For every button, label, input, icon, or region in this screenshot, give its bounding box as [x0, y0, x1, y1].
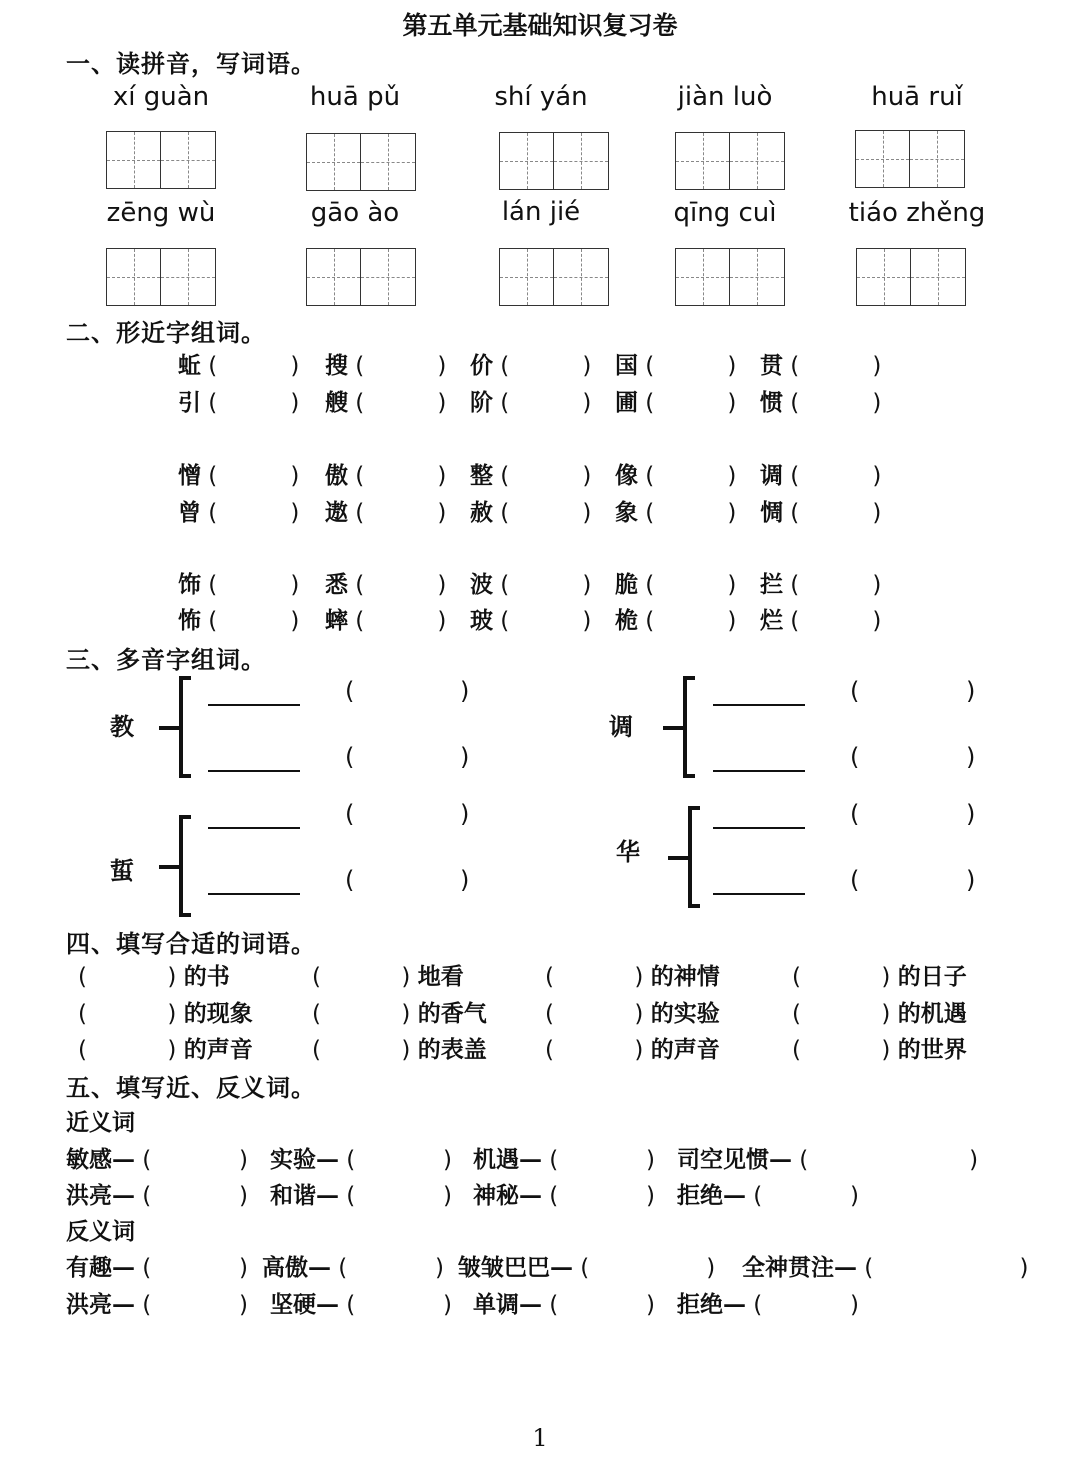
similar-char-item [178, 494, 299, 527]
fill-word-suffix: 的现象 [183, 1000, 253, 1027]
fill-word-suffix: 的日子 [897, 963, 967, 990]
antonym-item [66, 1286, 248, 1319]
word-prompt: 司空见惯— [677, 1146, 792, 1173]
writing-grid[interactable] [106, 131, 216, 189]
answer-parens[interactable]: ( ) [783, 608, 882, 634]
similar-char-item [325, 347, 446, 380]
similar-char-item [615, 457, 736, 490]
similar-char-item [178, 457, 299, 490]
answer-parens[interactable]: ( ) [493, 463, 592, 489]
open-paren: ( [850, 866, 860, 894]
synonym-item [473, 1141, 655, 1174]
synonym-item [677, 1177, 859, 1210]
answer-parens[interactable]: ( ) [792, 964, 898, 990]
answer-parens[interactable]: ( ) [339, 1292, 452, 1318]
close-paren: ) [966, 743, 976, 771]
answer-parens[interactable]: ( ) [312, 1037, 418, 1063]
fill-word-item [792, 995, 967, 1028]
answer-parens[interactable]: ( ) [638, 608, 737, 634]
answer-parens[interactable]: ( ) [493, 353, 592, 379]
fill-word-suffix: 的神情 [650, 963, 720, 990]
answer-parens[interactable]: ( ) [573, 1255, 716, 1281]
fill-word-suffix: 的书 [183, 963, 230, 990]
polyphone-char: 华 [616, 837, 640, 866]
similar-char-item [615, 602, 736, 635]
writing-grid[interactable] [855, 130, 965, 188]
section-5-heading: 五、填写近、反义词。 [66, 1073, 316, 1102]
antonym-item [458, 1249, 715, 1282]
brace-icon [155, 815, 195, 921]
answer-parens[interactable]: ( ) [493, 572, 592, 598]
answer-parens[interactable]: ( ) [783, 463, 882, 489]
answer-parens[interactable]: ( ) [783, 390, 882, 416]
writing-grid[interactable] [675, 132, 785, 190]
synonym-item [473, 1177, 655, 1210]
similar-char-item [760, 384, 881, 417]
section-4-heading: 四、填写合适的词语。 [66, 929, 316, 958]
answer-parens[interactable]: ( ) [542, 1183, 655, 1209]
word-prompt: 有趣— [66, 1254, 135, 1281]
similar-char: 烂 [760, 607, 783, 634]
answer-parens[interactable]: ( ) [312, 1001, 418, 1027]
close-paren: ) [966, 677, 976, 705]
answer-parens[interactable]: ( ) [339, 1147, 452, 1173]
similar-char-item [760, 347, 881, 380]
similar-char: 国 [615, 352, 638, 379]
writing-grid[interactable] [499, 248, 609, 306]
answer-parens[interactable]: ( ) [135, 1292, 248, 1318]
similar-char-item [470, 347, 591, 380]
close-paren: ) [460, 800, 470, 828]
antonym-item [66, 1249, 248, 1282]
similar-char: 怖 [178, 607, 201, 634]
word-prompt: 拒绝— [677, 1182, 746, 1209]
writing-grid[interactable] [106, 248, 216, 306]
antonym-item [473, 1286, 655, 1319]
writing-grid[interactable] [306, 248, 416, 306]
answer-parens[interactable]: ( ) [792, 1147, 979, 1173]
answer-parens[interactable]: ( ) [312, 964, 418, 990]
polyphone-char: 蜇 [110, 856, 134, 885]
similar-char-item [760, 457, 881, 490]
answer-parens[interactable]: ( ) [783, 572, 882, 598]
answer-parens[interactable]: ( ) [792, 1001, 898, 1027]
fill-word-suffix: 的世界 [897, 1036, 967, 1063]
fill-word-suffix: 地看 [417, 963, 464, 990]
answer-parens[interactable]: ( ) [78, 1001, 184, 1027]
similar-char: 蟀 [325, 607, 348, 634]
similar-char-item [470, 384, 591, 417]
similar-char: 桅 [615, 607, 638, 634]
answer-parens[interactable]: ( ) [542, 1147, 655, 1173]
word-prompt: 机遇— [473, 1146, 542, 1173]
similar-char: 脆 [615, 571, 638, 598]
answer-line[interactable] [713, 893, 805, 895]
similar-char: 拦 [760, 571, 783, 598]
similar-char: 搜 [325, 352, 348, 379]
answer-parens[interactable]: ( ) [638, 500, 737, 526]
answer-parens[interactable]: ( ) [545, 1037, 651, 1063]
synonym-item [66, 1141, 248, 1174]
similar-char-item [178, 602, 299, 635]
pinyin: shí yán [494, 82, 588, 112]
fill-word-item [78, 995, 253, 1028]
fill-word-suffix: 的机遇 [897, 1000, 967, 1027]
fill-word-item [545, 1031, 720, 1064]
answer-parens[interactable]: ( ) [201, 463, 300, 489]
word-prompt: 单调— [473, 1291, 542, 1318]
answer-parens[interactable]: ( ) [792, 1037, 898, 1063]
similar-char-item [470, 566, 591, 599]
answer-parens[interactable]: ( ) [857, 1255, 1029, 1281]
writing-grid[interactable] [675, 248, 785, 306]
similar-char: 悉 [325, 571, 348, 598]
similar-char-item [470, 602, 591, 635]
similar-char-item [760, 494, 881, 527]
answer-parens[interactable]: ( ) [339, 1183, 452, 1209]
similar-char: 整 [470, 462, 493, 489]
antonym-item [677, 1286, 859, 1319]
answer-parens[interactable]: ( ) [638, 572, 737, 598]
answer-parens[interactable]: ( ) [545, 964, 651, 990]
answer-line[interactable] [713, 827, 805, 829]
answer-parens[interactable]: ( ) [348, 572, 447, 598]
open-paren: ( [850, 800, 860, 828]
brace-icon [664, 806, 704, 912]
answer-parens[interactable]: ( ) [201, 608, 300, 634]
similar-char-item [615, 347, 736, 380]
word-prompt: 全神贯注— [742, 1254, 857, 1281]
answer-parens[interactable]: ( ) [348, 353, 447, 379]
brace-icon [155, 676, 195, 782]
close-paren: ) [966, 800, 976, 828]
similar-char: 价 [470, 352, 493, 379]
answer-parens[interactable]: ( ) [348, 608, 447, 634]
similar-char: 惆 [760, 499, 783, 526]
antonym-label: 反义词 [66, 1218, 135, 1245]
similar-char-item [470, 494, 591, 527]
similar-char-item [760, 602, 881, 635]
answer-parens[interactable]: ( ) [201, 353, 300, 379]
open-paren: ( [345, 866, 355, 894]
open-paren: ( [850, 677, 860, 705]
fill-word-suffix: 的声音 [650, 1036, 720, 1063]
fill-word-suffix: 的表盖 [417, 1036, 487, 1063]
answer-parens[interactable]: ( ) [746, 1292, 859, 1318]
similar-char-item [178, 384, 299, 417]
similar-char: 蚯 [178, 352, 201, 379]
fill-word-item [312, 1031, 487, 1064]
similar-char: 贯 [760, 352, 783, 379]
similar-char-item [325, 602, 446, 635]
similar-char: 阶 [470, 389, 493, 416]
answer-line[interactable] [208, 770, 300, 772]
answer-parens[interactable]: ( ) [493, 500, 592, 526]
fill-word-item [312, 958, 464, 991]
similar-char: 艘 [325, 389, 348, 416]
brace-icon [659, 676, 699, 782]
word-prompt: 洪亮— [66, 1182, 135, 1209]
similar-char-item [615, 566, 736, 599]
fill-word-item [312, 995, 487, 1028]
synonym-label: 近义词 [66, 1109, 135, 1136]
fill-word-item [545, 995, 720, 1028]
antonym-item [262, 1249, 444, 1282]
answer-parens[interactable]: ( ) [783, 500, 882, 526]
open-paren: ( [345, 743, 355, 771]
writing-grid[interactable] [499, 132, 609, 190]
answer-parens[interactable]: ( ) [638, 390, 737, 416]
similar-char: 遨 [325, 499, 348, 526]
fill-word-suffix: 的香气 [417, 1000, 487, 1027]
answer-parens[interactable]: ( ) [331, 1255, 444, 1281]
word-prompt: 和谐— [270, 1182, 339, 1209]
similar-char-item [760, 566, 881, 599]
writing-grid[interactable] [856, 248, 966, 306]
fill-word-suffix: 的声音 [183, 1036, 253, 1063]
fill-word-item [545, 958, 720, 991]
answer-parens[interactable]: ( ) [201, 390, 300, 416]
pinyin: huā pǔ [309, 82, 401, 112]
similar-char-item [615, 494, 736, 527]
answer-line[interactable] [208, 827, 300, 829]
similar-char-item [325, 384, 446, 417]
open-paren: ( [345, 677, 355, 705]
answer-parens[interactable]: ( ) [545, 1001, 651, 1027]
word-prompt: 拒绝— [677, 1291, 746, 1318]
answer-parens[interactable]: ( ) [135, 1183, 248, 1209]
pinyin: huā ruǐ [871, 82, 963, 112]
similar-char-item [615, 384, 736, 417]
similar-char-item [325, 494, 446, 527]
similar-char: 引 [178, 389, 201, 416]
similar-char: 象 [615, 499, 638, 526]
fill-word-item [78, 1031, 253, 1064]
similar-char: 玻 [470, 607, 493, 634]
pinyin: tiáo zhěng [848, 198, 986, 228]
page-title: 第五单元基础知识复习卷 [402, 11, 678, 40]
section-2-heading: 二、形近字组词。 [66, 318, 266, 347]
fill-word-suffix: 的实验 [650, 1000, 720, 1027]
synonym-item [270, 1141, 452, 1174]
page-number: 1 [532, 1424, 548, 1452]
answer-parens[interactable]: ( ) [78, 964, 184, 990]
fill-word-item [78, 958, 230, 991]
similar-char: 圃 [615, 389, 638, 416]
polyphone-char: 调 [609, 712, 633, 741]
word-prompt: 洪亮— [66, 1291, 135, 1318]
synonym-item [677, 1141, 978, 1174]
open-paren: ( [345, 800, 355, 828]
similar-char: 赦 [470, 499, 493, 526]
close-paren: ) [460, 866, 470, 894]
similar-char-item [470, 457, 591, 490]
answer-parens[interactable]: ( ) [493, 390, 592, 416]
writing-grid[interactable] [306, 133, 416, 191]
similar-char: 波 [470, 571, 493, 598]
similar-char: 饰 [178, 571, 201, 598]
synonym-item [270, 1177, 452, 1210]
word-prompt: 敏感— [66, 1146, 135, 1173]
similar-char: 惯 [760, 389, 783, 416]
answer-parens[interactable]: ( ) [201, 500, 300, 526]
answer-parens[interactable]: ( ) [135, 1147, 248, 1173]
answer-parens[interactable]: ( ) [135, 1255, 248, 1281]
similar-char-item [178, 566, 299, 599]
answer-parens[interactable]: ( ) [201, 572, 300, 598]
word-prompt: 皱皱巴巴— [458, 1254, 573, 1281]
answer-parens[interactable]: ( ) [542, 1292, 655, 1318]
pinyin: xí guàn [112, 82, 210, 112]
answer-parens[interactable]: ( ) [78, 1037, 184, 1063]
section-3-heading: 三、多音字组词。 [66, 645, 266, 674]
word-prompt: 实验— [270, 1146, 339, 1173]
similar-char: 像 [615, 462, 638, 489]
close-paren: ) [460, 743, 470, 771]
polyphone-char: 教 [110, 712, 134, 741]
pinyin: qīng cuì [673, 198, 777, 228]
similar-char-item [325, 566, 446, 599]
answer-parens[interactable]: ( ) [493, 608, 592, 634]
answer-parens[interactable]: ( ) [348, 390, 447, 416]
answer-parens[interactable]: ( ) [638, 463, 737, 489]
similar-char: 曾 [178, 499, 201, 526]
answer-parens[interactable]: ( ) [348, 500, 447, 526]
antonym-item [270, 1286, 452, 1319]
answer-parens[interactable]: ( ) [638, 353, 737, 379]
similar-char-item [178, 347, 299, 380]
pinyin: lán jié [501, 197, 581, 227]
answer-parens[interactable]: ( ) [348, 463, 447, 489]
word-prompt: 坚硬— [270, 1291, 339, 1318]
antonym-item [742, 1249, 1028, 1282]
pinyin: gāo ào [310, 198, 400, 228]
close-paren: ) [966, 866, 976, 894]
fill-word-item [792, 958, 967, 991]
similar-char: 憎 [178, 462, 201, 489]
similar-char: 傲 [325, 462, 348, 489]
word-prompt: 神秘— [473, 1182, 542, 1209]
pinyin: jiàn luò [677, 82, 773, 112]
fill-word-item [792, 1031, 967, 1064]
synonym-item [66, 1177, 248, 1210]
word-prompt: 高傲— [262, 1254, 331, 1281]
answer-line[interactable] [713, 704, 805, 706]
similar-char-item [325, 457, 446, 490]
answer-line[interactable] [208, 704, 300, 706]
answer-line[interactable] [713, 770, 805, 772]
section-1-heading: 一、读拼音，写词语。 [66, 49, 316, 78]
answer-parens[interactable]: ( ) [746, 1183, 859, 1209]
answer-line[interactable] [208, 893, 300, 895]
answer-parens[interactable]: ( ) [783, 353, 882, 379]
close-paren: ) [460, 677, 470, 705]
similar-char: 调 [760, 462, 783, 489]
open-paren: ( [850, 743, 860, 771]
pinyin: zēng wù [106, 198, 216, 228]
